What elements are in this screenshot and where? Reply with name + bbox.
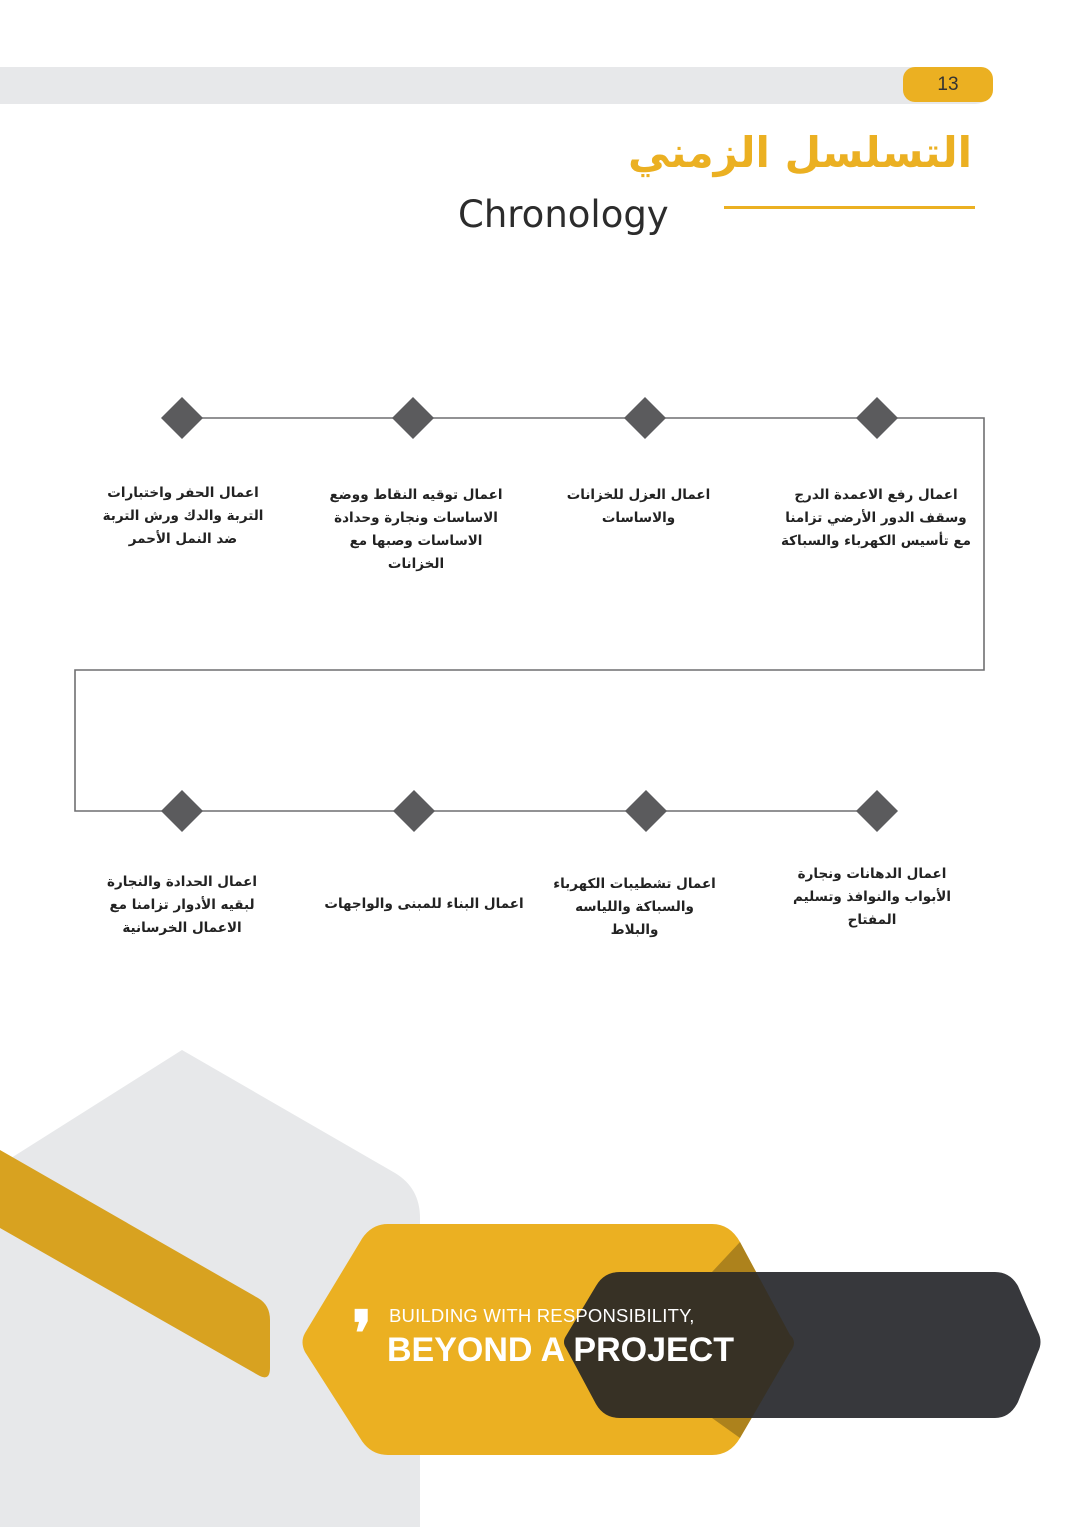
page-title-english: Chronology (458, 193, 669, 236)
timeline-step-7: اعمال البناء للمبنى والواجهات (324, 896, 524, 912)
timeline-marker-2 (624, 397, 666, 439)
timeline-marker-7 (393, 790, 435, 832)
slogan-line-2: BEYOND A PROJECT (387, 1331, 734, 1369)
timeline-step-8: اعمال الحدادة والنجارة لبقيه الأدوار تزامنا مع الاعمال الخرسانية (107, 874, 257, 936)
page-number-badge: 13 (903, 67, 993, 102)
timeline-marker-8 (161, 790, 203, 832)
timeline-step-3: اعمال توقيه النقاط ووضع الاساسات ونجارة وحدادة الاساسات وصبها مع الخزانات (329, 487, 503, 572)
timeline-marker-1 (856, 397, 898, 439)
timeline-marker-5 (856, 790, 898, 832)
timeline-step-5: اعمال الدهانات ونجارة الأبواب والنوافذ وتسليم المفتاح (793, 866, 951, 928)
footer-decoration (0, 1030, 1080, 1527)
timeline-marker-4 (161, 397, 203, 439)
timeline-step-1: اعمال رفع الاعمدة الدرج وسقف الدور الأرضي تزامنا مع تأسيس الكهرباء والسباكة (780, 487, 972, 549)
timeline-marker-3 (392, 397, 434, 439)
timeline-step-2: اعمال العزل للخزانات والاساسات (566, 487, 711, 526)
quote-mark-icon: ❜ (352, 1297, 372, 1370)
timeline-marker-6 (625, 790, 667, 832)
page-title-arabic: التسلسل الزمني (628, 128, 972, 177)
slogan-line-1: BUILDING WITH RESPONSIBILITY, (389, 1305, 695, 1326)
timeline-step-6: اعمال تشطيبات الكهرباء والسباكة واللياسه والبلاط (553, 876, 716, 938)
timeline-step-4: اعمال الحفر واختبارات التربة والدك ورش التربة ضد النمل الأحمر (102, 485, 264, 547)
